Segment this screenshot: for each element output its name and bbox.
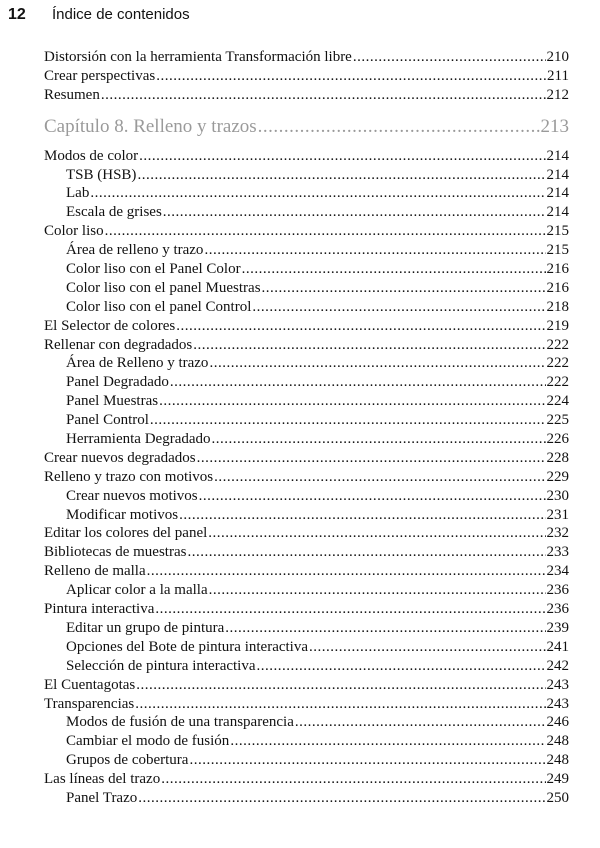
toc-entry-page: 246	[546, 714, 569, 731]
toc-entry	[44, 695, 569, 714]
toc-entry-page: 218	[546, 298, 569, 315]
toc-entry-page: 242	[546, 657, 569, 674]
toc-entry-title: Transparencias	[44, 695, 135, 712]
dot-leader	[135, 695, 545, 714]
dot-leader	[170, 373, 546, 392]
page-number: 12	[8, 6, 26, 23]
chapter-heading	[44, 113, 569, 141]
dot-leader	[209, 354, 545, 373]
dot-leader	[353, 48, 546, 67]
toc-entry	[44, 203, 569, 222]
toc-entry	[44, 147, 569, 166]
toc-entry-title: Escala de grises	[66, 204, 162, 221]
dot-leader	[252, 298, 545, 317]
toc-entry	[44, 487, 569, 506]
dot-leader	[105, 222, 546, 241]
toc-entry	[44, 619, 569, 638]
dot-leader	[230, 732, 545, 751]
page-header	[8, 6, 190, 24]
toc-entry-page: 232	[546, 525, 569, 542]
toc-entry-title: Resumen	[44, 86, 100, 103]
toc-entry-title: Bibliotecas de muestras	[44, 544, 187, 561]
toc-entry-title: Crear nuevos motivos	[66, 487, 198, 504]
toc-entry-page: 243	[546, 676, 569, 693]
toc-entry	[44, 543, 569, 562]
toc-entry-page: 219	[546, 317, 569, 334]
toc-entry-page: 215	[546, 223, 569, 240]
toc-entry-page: 214	[546, 204, 569, 221]
toc-entry-title: Editar un grupo de pintura	[66, 619, 225, 636]
toc-entry	[44, 317, 569, 336]
toc-entry-page: 236	[546, 601, 569, 618]
toc-entry	[44, 67, 569, 86]
toc-entry-page: 224	[546, 393, 569, 410]
toc-entry-title: Relleno y trazo con motivos	[44, 468, 214, 485]
dot-leader	[159, 392, 545, 411]
toc-entry-page: 236	[546, 582, 569, 599]
toc-entry	[44, 638, 569, 657]
toc-entry	[44, 713, 569, 732]
dot-leader	[176, 317, 545, 336]
toc-entry-page: 233	[546, 544, 569, 561]
toc-entry-title: Modos de color	[44, 147, 139, 164]
toc-entry-title: Color liso con el panel Muestras	[66, 279, 261, 296]
toc-entry-page: 248	[546, 733, 569, 750]
dot-leader	[137, 166, 545, 185]
toc-entry	[44, 676, 569, 695]
dot-leader	[204, 241, 545, 260]
dot-leader	[156, 67, 546, 86]
dot-leader	[187, 543, 545, 562]
toc-entry-title: TSB (HSB)	[66, 166, 137, 183]
toc-entry-title: Pintura interactiva	[44, 601, 155, 618]
toc-entry-page: 216	[546, 279, 569, 296]
toc-entry-title: Selección de pintura interactiva	[66, 657, 256, 674]
dot-leader	[138, 789, 545, 808]
toc-entry	[44, 336, 569, 355]
toc-entry	[44, 751, 569, 770]
dot-leader	[209, 581, 546, 600]
toc-entry-page: 229	[546, 468, 569, 485]
toc-entry	[44, 449, 569, 468]
toc-entry-page: 228	[546, 449, 569, 466]
toc-entry	[44, 166, 569, 185]
toc-entry-title: Modificar motivos	[66, 506, 179, 523]
toc-entry-title: Crear perspectivas	[44, 67, 156, 84]
toc-entry-page: 222	[546, 374, 569, 391]
toc-entry-page: 216	[546, 261, 569, 278]
toc-entry-page: 215	[546, 242, 569, 259]
dot-leader	[139, 147, 545, 166]
toc-entry	[44, 222, 569, 241]
toc-entry-title: Panel Control	[66, 412, 149, 429]
dot-leader	[136, 676, 545, 695]
toc-entry-title: El Cuentagotas	[44, 676, 136, 693]
toc-entry-page: 225	[546, 412, 569, 429]
toc-entry-title: Opciones del Bote de pintura interactiva	[66, 638, 308, 655]
toc-entry-page: 243	[546, 695, 569, 712]
toc-entry-title: Distorsión con la herramienta Transformación libre	[44, 49, 352, 65]
toc-entry-page: 222	[546, 336, 569, 353]
toc-entry	[44, 562, 569, 581]
toc-entry	[44, 298, 569, 317]
toc-entry-title: Editar los colores del panel	[44, 525, 208, 542]
dot-leader	[150, 411, 546, 430]
dot-leader	[147, 562, 546, 581]
dot-leader	[197, 449, 546, 468]
toc-entry-title: Crear nuevos degradados	[44, 449, 196, 466]
toc-entry	[44, 354, 569, 373]
toc-entry-title: Color liso con el Panel Color	[66, 261, 241, 278]
toc-entry-page: 210	[546, 49, 569, 65]
toc-entry-page: 250	[546, 789, 569, 806]
dot-leader	[163, 203, 546, 222]
toc-entry	[44, 506, 569, 525]
toc-entry	[44, 789, 569, 808]
table-of-contents	[44, 48, 569, 808]
toc-entry-page: 234	[546, 563, 569, 580]
toc-entry-title: Modos de fusión de una transparencia	[66, 714, 294, 731]
dot-leader	[208, 524, 545, 543]
toc-entry-page: 239	[546, 619, 569, 636]
toc-entry	[44, 279, 569, 298]
dot-leader	[214, 468, 545, 487]
toc-entry-page: 214	[546, 147, 569, 164]
toc-entry	[44, 524, 569, 543]
toc-entry	[44, 241, 569, 260]
toc-entry-title: Las líneas del trazo	[44, 771, 161, 788]
toc-entry	[44, 184, 569, 203]
toc-entry	[44, 770, 569, 789]
toc-entry	[44, 260, 569, 279]
dot-leader	[257, 657, 546, 676]
toc-entry-title: Grupos de cobertura	[66, 752, 189, 769]
toc-entry-page: 241	[546, 638, 569, 655]
toc-entry-title: Herramienta Degradado	[66, 431, 211, 448]
dot-leader	[295, 713, 546, 732]
toc-entry	[44, 468, 569, 487]
toc-entry-title: Área de relleno y trazo	[66, 242, 204, 259]
toc-entry-page: 231	[546, 506, 569, 523]
toc-entry-title: Rellenar con degradados	[44, 336, 193, 353]
toc-entry-page: 214	[546, 166, 569, 183]
toc-entry	[44, 373, 569, 392]
toc-entry-page: 211	[547, 67, 569, 84]
dot-leader	[101, 86, 546, 105]
running-title: Índice de contenidos	[52, 6, 190, 23]
dot-leader	[262, 279, 546, 298]
dot-leader	[179, 506, 545, 525]
dot-leader	[225, 619, 545, 638]
toc-entry	[44, 430, 569, 449]
dot-leader	[189, 751, 545, 770]
toc-entry-title: Capítulo 8. Relleno y trazos	[44, 115, 257, 137]
toc-entry-title: Aplicar color a la malla	[66, 582, 208, 599]
dot-leader	[161, 770, 545, 789]
toc-entry-title: Lab	[66, 185, 90, 202]
dot-leader	[309, 638, 546, 657]
toc-entry	[44, 581, 569, 600]
toc-entry	[44, 48, 569, 67]
toc-entry	[44, 732, 569, 751]
toc-entry-title: Panel Muestras	[66, 393, 159, 410]
toc-entry-title: Relleno de malla	[44, 563, 146, 580]
toc-entry-title: Área de Relleno y trazo	[66, 355, 209, 372]
toc-entry-title: Cambiar el modo de fusión	[66, 733, 230, 750]
toc-entry-title: Panel Degradado	[66, 374, 169, 391]
toc-entry-page: 226	[546, 431, 569, 448]
toc-entry-page: 249	[546, 771, 569, 788]
toc-entry-title: Color liso con el panel Control	[66, 298, 252, 315]
dot-leader	[258, 113, 540, 141]
toc-entry-page: 213	[540, 115, 569, 137]
toc-entry-page: 222	[546, 355, 569, 372]
toc-entry-title: El Selector de colores	[44, 317, 176, 334]
toc-entry	[44, 600, 569, 619]
toc-entry-title: Color liso	[44, 223, 104, 240]
toc-entry-page: 214	[546, 185, 569, 202]
toc-entry-page: 230	[546, 487, 569, 504]
dot-leader	[212, 430, 546, 449]
dot-leader	[199, 487, 546, 506]
dot-leader	[90, 184, 545, 203]
toc-entry	[44, 657, 569, 676]
dot-leader	[155, 600, 545, 619]
dot-leader	[242, 260, 546, 279]
toc-entry-page: 212	[546, 86, 569, 103]
toc-entry-title: Panel Trazo	[66, 789, 138, 806]
toc-entry	[44, 392, 569, 411]
toc-entry-page: 248	[546, 752, 569, 769]
toc-entry	[44, 411, 569, 430]
dot-leader	[193, 336, 545, 355]
toc-entry	[44, 86, 569, 105]
